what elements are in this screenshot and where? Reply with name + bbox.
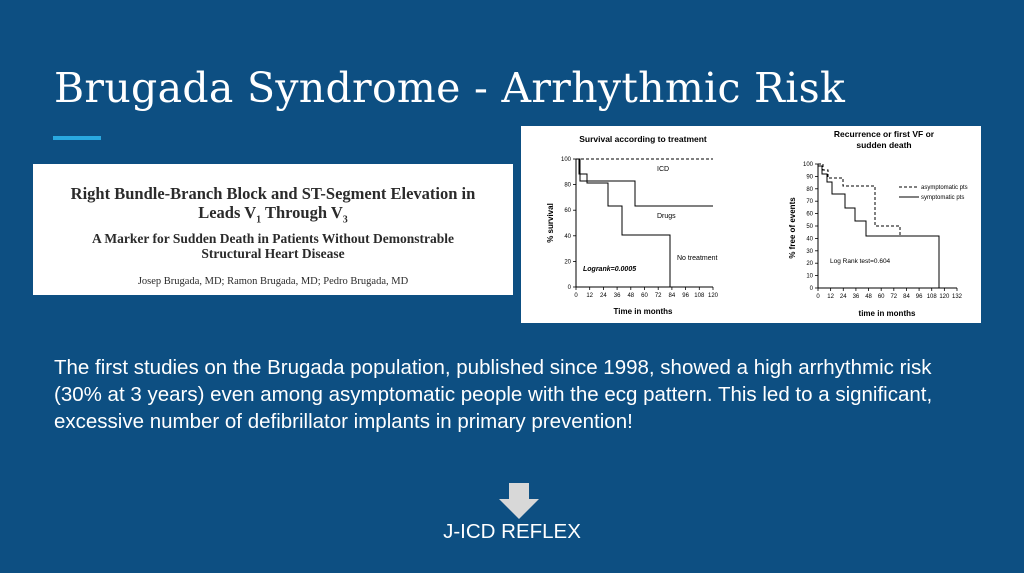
x-tick-label: 48 (865, 294, 872, 300)
left-graph-ylabel: % survival (546, 203, 555, 243)
right-graph-y-ticks (803, 162, 818, 292)
paper-title-sub1: 1 (256, 214, 262, 226)
x-tick-label: 60 (877, 294, 885, 300)
paper-title-line1: Right Bundle-Branch Block and ST-Segment Elevation in (70, 184, 476, 203)
logrank-label: Logrank=0.0005 (583, 266, 637, 273)
y-tick-label: 30 (806, 248, 813, 255)
down-arrow-icon (499, 483, 539, 524)
y-tick-label: 80 (806, 186, 813, 193)
x-tick-label: 0 (816, 294, 820, 300)
paper-header-image (33, 164, 513, 295)
paper-title-line2 (33, 203, 513, 229)
paper-title (33, 184, 513, 229)
paper-authors: Josep Brugada, MD; Ramon Brugada, MD; Pedro Brugada, MD (137, 276, 409, 288)
x-tick-label: 24 (600, 293, 607, 299)
logrank-right-label: Log Rank test=0.604 (830, 258, 891, 265)
no-treatment-label: No treatment (677, 255, 718, 262)
x-tick-label: 12 (586, 293, 594, 299)
x-tick-label: 120 (707, 293, 719, 299)
x-tick-label: 84 (668, 293, 676, 299)
right-graph-title-line1: Recurrence or first VF or (833, 129, 935, 139)
right-graph-x-ticks (816, 288, 962, 300)
y-tick-label: 60 (564, 208, 571, 215)
right-graph-xlabel: time in months (858, 309, 916, 318)
paper-title-through: Through V (261, 203, 343, 222)
paper-subtitle-line2: Structural Heart Disease (201, 246, 345, 262)
y-tick-label: 40 (564, 233, 571, 240)
survival-graphs-svg (521, 126, 981, 323)
x-tick-label: 36 (852, 294, 860, 300)
x-tick-label: 108 (694, 293, 705, 299)
title-accent-bar (53, 136, 101, 140)
x-tick-label: 96 (915, 294, 923, 300)
right-graph-title-line2: sudden death (856, 140, 912, 150)
left-graph-title: Survival according to treatment (579, 134, 707, 144)
y-tick-label: 40 (806, 236, 813, 243)
survival-graphs-image (521, 126, 981, 323)
right-graph-ylabel: % free of events (788, 197, 797, 259)
legend-symptomatic: symptomatic pts (921, 195, 965, 201)
y-tick-label: 50 (806, 224, 813, 230)
x-tick-label: 60 (641, 293, 648, 299)
y-tick-label: 20 (564, 259, 571, 266)
x-tick-label: 96 (682, 293, 689, 299)
y-tick-label: 80 (564, 182, 571, 189)
x-tick-label: 120 (939, 294, 950, 300)
x-tick-label: 0 (574, 293, 578, 299)
paper-title-sub3: 3 (342, 214, 348, 226)
y-tick-label: 70 (806, 199, 813, 206)
x-tick-label: 36 (613, 293, 621, 299)
y-tick-label: 60 (806, 211, 813, 218)
left-graph-xlabel: Time in months (613, 307, 673, 316)
x-tick-label: 48 (627, 293, 635, 299)
y-tick-label: 0 (809, 286, 813, 292)
x-tick-label: 108 (926, 294, 937, 300)
x-tick-label: 84 (903, 294, 910, 300)
y-tick-label: 90 (806, 174, 813, 181)
drugs-label: Drugs (657, 213, 676, 220)
x-tick-label: 72 (654, 293, 662, 299)
body-text: The first studies on the Brugada population, published since 1998, showed a high arrhythmic risk (30% at 3 years) even among asymptomatic people with the ecg pattern. This led to a significant, excessive number of defibrillator implants in primary prevention! (54, 356, 933, 433)
y-tick-label: 100 (560, 157, 571, 163)
left-graph-y-ticks (561, 157, 576, 291)
x-tick-label: 12 (827, 294, 834, 300)
footer-label: J-ICD REFLEX (443, 520, 581, 543)
x-tick-label: 132 (951, 294, 963, 300)
left-graph-x-ticks (574, 287, 718, 299)
paper-subtitle-line1: A Marker for Sudden Death in Patients Without Demonstrable (91, 231, 454, 247)
legend-asymptomatic: asymptomatic pts (921, 185, 968, 191)
y-tick-label: 100 (802, 162, 813, 168)
x-tick-label: 24 (839, 294, 847, 300)
y-tick-label: 0 (567, 285, 571, 291)
icd-label: ICD (657, 166, 670, 173)
paper-subtitle (33, 231, 513, 261)
paper-title-leads: Leads V (198, 203, 257, 222)
slide-title: Brugada Syndrome - Arrhythmic Risk (54, 64, 846, 112)
y-tick-label: 10 (806, 273, 813, 280)
y-tick-label: 20 (806, 261, 813, 268)
x-tick-label: 72 (890, 294, 898, 300)
